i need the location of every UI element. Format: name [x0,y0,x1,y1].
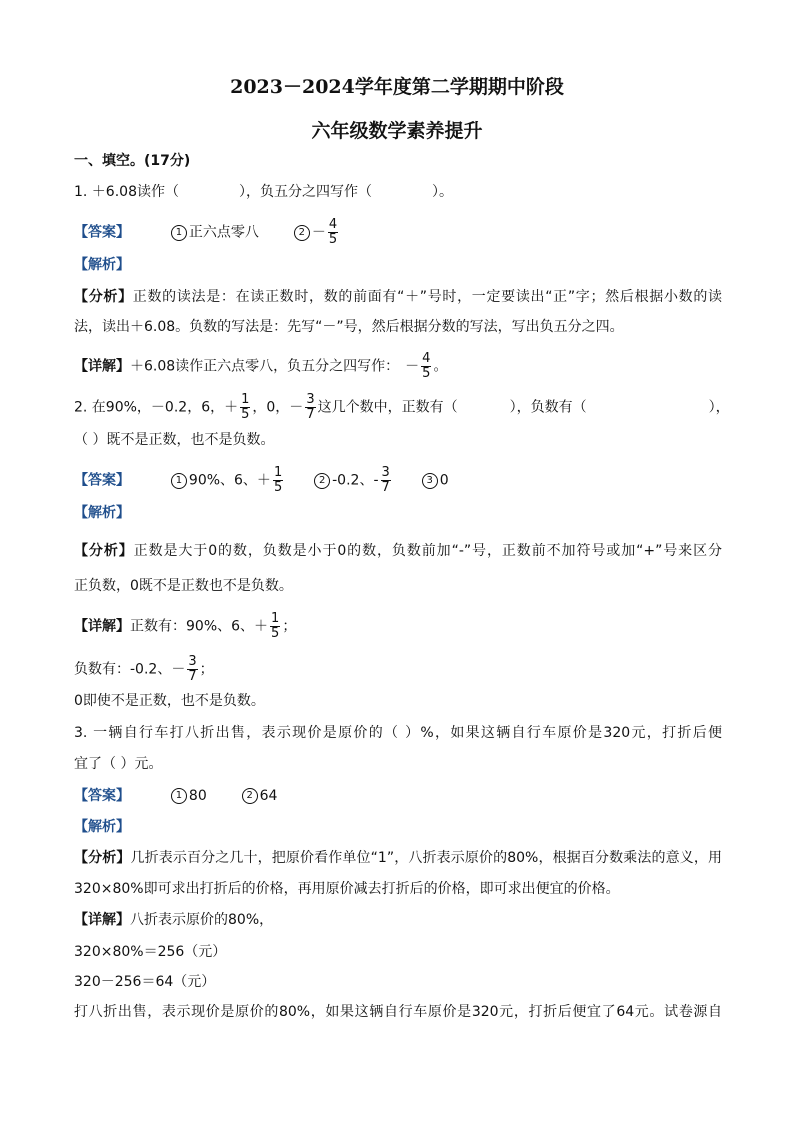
q1-answer-row [74,218,340,247]
minus-sign: － [405,358,420,375]
q2-stem-part-c: 这几个数中，正数有（ [317,399,458,416]
fraction-numerator: 4 [422,351,431,366]
fraction [187,655,197,684]
q1-stem-part-a: 1. ＋6.08读作（ [74,184,179,200]
q3-xiangjie-line3: 320－256＝64（元） [74,974,216,990]
circled-number: 1 [171,473,187,489]
q2-stem-part-a: 2. 在90%，－0.2，6，＋ [74,399,239,416]
section-heading: 一、填空。(17分) [74,153,191,169]
fraction-denominator: 5 [328,232,338,247]
circled-number: 2 [314,473,330,489]
q1-analysis-tag: 【解析】 [74,257,130,273]
fraction-denominator: 5 [273,480,283,495]
q2-stem-line2: （ ）既不是正数，也不是负数。 [74,432,275,448]
fraction-numerator: 1 [241,392,250,407]
q1-xiangjie [74,352,447,381]
q2-fenxi-line2: 正负数，0既不是正数也不是负数。 [74,578,293,594]
q2-answer-2: -0.2、- [332,472,379,489]
q2-stem-part-d: ），负数有（ [509,399,587,416]
q3-stem-line2: 宜了（ ）元。 [74,756,163,772]
fraction [240,393,250,422]
fraction-numerator: 4 [328,217,338,232]
fraction-numerator: 1 [273,465,283,480]
q3-answer-row [74,787,277,805]
q3-stem-line1: 3. 一辆自行车打八折出售，表示现价是原价的（ ）%，如果这辆自行车原价是320元，打折后便 [74,725,722,741]
q3-xiangjie-line2: 320×80%＝256（元） [74,944,227,960]
q3-answer-2: 64 [259,788,278,804]
q3-answer-1: 80 [188,788,207,804]
q3-xiangjie-line1 [74,911,273,929]
q1-fenxi-text1: 正数的读法是：在读正数时，数的前面有“＋”号时，一定要读出“正”字；然后根据小数的读 [132,289,723,305]
q2-fenxi-text1: 正数是大于0的数，负数是小于0的数，负数前加“-”号，正数前不加符号或加“+”号来区分 [133,543,722,559]
fraction-numerator: 3 [381,465,390,480]
fraction-denominator: 5 [422,366,431,381]
q2-answer-1: 90%、6、＋ [188,472,271,489]
q3-fenxi-line1 [74,849,722,867]
q2-answer-3: 0 [439,472,449,489]
q3-xiangjie-line4: 打八折出售，表示现价是原价的80%，如果这辆自行车原价是320元，打折后便宜了64元。试卷源自 [74,1004,722,1020]
q2-stem-line1 [74,393,730,422]
q2-analysis-tag: 【解析】 [74,505,130,521]
q2-xiangjie-end1: ； [282,618,297,635]
q1-xiangjie-end: 。 [433,358,448,375]
q2-fenxi-line1 [74,542,722,560]
q2-xiangjie-text2: 负数有：-0.2、－ [74,661,186,678]
q3-xiangjie-text1: 八折表示原价的80%， [130,912,274,928]
q2-answer-row [74,466,449,495]
fraction-denominator: 5 [271,626,280,641]
fraction-denominator: 7 [306,407,315,422]
fraction-numerator: 3 [306,392,315,407]
minus-sign: － [311,224,326,241]
fraction [328,218,338,247]
page-subtitle: 六年级数学素养提升 [311,120,483,142]
q3-fenxi-line2: 320×80%即可求出打折后的价格，再用原价减去打折后的价格，即可求出便宜的价格。 [74,881,620,897]
fraction [305,393,315,422]
q1-fenxi-line2: 法，读出＋6.08。负数的写法是：先写“－”号，然后根据分数的写法，写出负五分之四。 [74,319,624,335]
answer-tag: 【答案】 [74,224,130,241]
answer-tag: 【答案】 [74,788,130,804]
q1-answer-1: 正六点零八 [188,224,259,241]
answer-tag: 【答案】 [74,472,130,489]
q3-analysis-tag: 【解析】 [74,819,130,835]
fraction [421,352,431,381]
fraction-denominator: 7 [381,480,390,495]
fenxi-tag: 【分析】 [74,850,131,866]
circled-number: 2 [294,225,310,241]
circled-number: 1 [171,788,187,804]
fraction-denominator: 5 [241,407,250,422]
fraction-numerator: 1 [271,611,280,626]
fraction-numerator: 3 [188,654,197,669]
q2-stem-part-e: ）， [708,399,730,416]
q2-xiangjie-line3: 0即使不是正数，也不是负数。 [74,693,265,709]
q3-fenxi-text1: 几折表示百分之几十，把原价看作单位“1”，八折表示原价的80%，根据百分数乘法的意义，用 [130,850,723,866]
xiangjie-tag: 【详解】 [74,912,130,928]
page-title: 2023－2024学年度第二学期期中阶段 [230,76,564,98]
fraction [273,466,283,495]
fraction-denominator: 7 [188,669,197,684]
fraction [381,466,391,495]
q2-xiangjie-line2 [74,655,214,684]
q2-xiangjie-text1: 正数有：90%、6、＋ [130,618,269,635]
fenxi-tag: 【分析】 [74,543,134,559]
q2-xiangjie-line1 [74,612,296,641]
circled-number: 3 [422,473,438,489]
q1-xiangjie-text: ＋6.08读作正六点零八，负五分之四写作： [130,358,400,375]
fenxi-tag: 【分析】 [74,289,133,305]
q1-fenxi-line1 [74,288,722,306]
xiangjie-tag: 【详解】 [74,358,130,375]
q2-stem-part-b: ，0，－ [252,399,304,416]
q2-xiangjie-end2: ； [199,661,214,678]
q1-stem-part-c: ）。 [431,184,453,200]
circled-number: 2 [242,788,258,804]
xiangjie-tag: 【详解】 [74,618,130,635]
q1-stem [74,183,453,201]
circled-number: 1 [171,225,187,241]
fraction [270,612,280,641]
q1-stem-part-b: ），负五分之四写作（ [238,184,372,200]
